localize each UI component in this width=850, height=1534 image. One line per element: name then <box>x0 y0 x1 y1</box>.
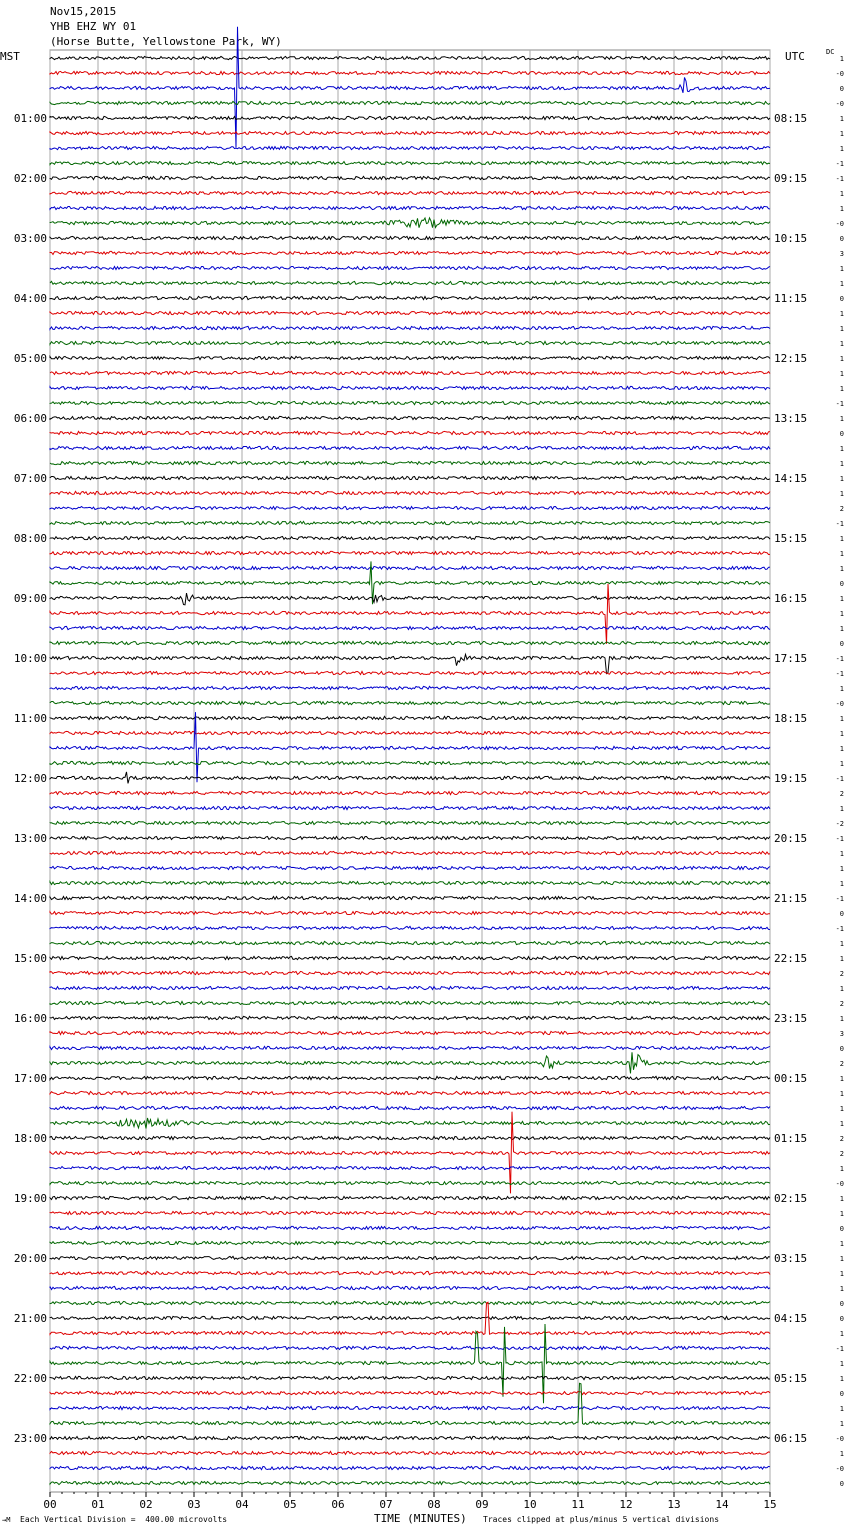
dc-offset-value: 2 <box>839 1060 844 1068</box>
trace-line <box>50 1196 770 1199</box>
dc-offset-value: 1 <box>839 205 844 213</box>
dc-offset-value: -0 <box>835 70 844 78</box>
dc-offset-value: 2 <box>839 505 844 513</box>
right-timezone-label: UTC <box>785 50 805 63</box>
right-hour-label: 17:15 <box>774 652 808 665</box>
dc-offset-value: 1 <box>839 880 844 888</box>
dc-offset-value: 1 <box>839 1015 844 1023</box>
trace-line <box>50 1106 770 1109</box>
right-hour-label: 13:15 <box>774 412 808 425</box>
left-hour-label: 14:00 <box>13 892 47 905</box>
trace-line <box>50 851 770 854</box>
trace-line <box>50 671 770 674</box>
trace-line <box>50 1031 770 1034</box>
right-hour-label: 20:15 <box>774 832 808 845</box>
dc-offset-value: 2 <box>839 1000 844 1008</box>
x-axis-title: TIME (MINUTES) <box>374 1512 467 1525</box>
left-hour-label: 20:00 <box>13 1252 47 1265</box>
dc-offset-value: 0 <box>839 640 844 648</box>
dc-offset-value: 3 <box>839 1030 844 1038</box>
left-hour-label: 10:00 <box>13 652 47 665</box>
trace-line <box>50 566 770 569</box>
logo-icon: →M <box>2 1516 11 1524</box>
dc-offset-value: 1 <box>839 715 844 723</box>
dc-offset-header: DC <box>826 48 835 56</box>
dc-offset-value: 1 <box>839 280 844 288</box>
left-hour-label: 01:00 <box>13 112 47 125</box>
left-hour-label: 21:00 <box>13 1312 47 1325</box>
trace-line <box>50 416 770 419</box>
dc-offset-value: 1 <box>839 1360 844 1368</box>
trace-line <box>50 761 770 764</box>
trace-line <box>50 1391 770 1394</box>
trace-line <box>50 401 770 404</box>
trace-line <box>50 1166 770 1169</box>
trace-line <box>50 1346 770 1349</box>
left-hour-label: 11:00 <box>13 712 47 725</box>
dc-offset-value: 1 <box>839 460 844 468</box>
dc-offset-value: 1 <box>839 55 844 63</box>
trace-line <box>50 266 770 269</box>
right-hour-label: 02:15 <box>774 1192 808 1205</box>
dc-offset-value: 0 <box>839 430 844 438</box>
trace-line <box>50 881 770 884</box>
left-hour-label: 02:00 <box>13 172 47 185</box>
right-hour-label: 19:15 <box>774 772 808 785</box>
left-timezone-label: MST <box>0 50 20 63</box>
left-hour-label: 09:00 <box>13 592 47 605</box>
dc-offset-value: -1 <box>835 160 844 168</box>
trace-line <box>50 926 770 929</box>
dc-offset-value: 1 <box>839 310 844 318</box>
trace-line <box>50 176 770 179</box>
trace-line <box>50 236 770 239</box>
left-hour-label: 17:00 <box>13 1072 47 1085</box>
dc-offset-value: 1 <box>839 985 844 993</box>
dc-offset-value: 1 <box>839 730 844 738</box>
dc-offset-value: 2 <box>839 970 844 978</box>
dc-offset-value: -0 <box>835 1435 844 1443</box>
dc-offset-value: 1 <box>839 1195 844 1203</box>
dc-offset-value: 0 <box>839 910 844 918</box>
trace-line <box>50 1286 770 1289</box>
x-tick-label: 11 <box>571 1498 585 1511</box>
right-hour-label: 15:15 <box>774 532 808 545</box>
trace-line <box>50 1256 770 1259</box>
dc-offset-value: 0 <box>839 235 844 243</box>
trace-line <box>50 1451 770 1454</box>
trace-line <box>50 1211 770 1214</box>
trace-line <box>50 1466 770 1469</box>
seismic-traces <box>50 27 770 1485</box>
left-hour-label: 13:00 <box>13 832 47 845</box>
right-hour-label: 06:15 <box>774 1432 808 1445</box>
trace-line <box>50 71 770 74</box>
x-tick-label: 01 <box>91 1498 105 1511</box>
vertical-division-note: Each Vertical Division = 400.00 microvolts <box>20 1515 228 1524</box>
trace-line <box>50 446 770 449</box>
dc-offset-value: 1 <box>839 535 844 543</box>
trace-line <box>50 1383 770 1424</box>
left-hour-label: 03:00 <box>13 232 47 245</box>
dc-offset-value: 1 <box>839 115 844 123</box>
x-tick-label: 06 <box>331 1498 345 1511</box>
left-hour-label: 07:00 <box>13 472 47 485</box>
right-hour-label: 22:15 <box>774 952 808 965</box>
trace-line <box>50 1271 770 1274</box>
x-tick-label: 10 <box>523 1498 537 1511</box>
dc-offset-value: 0 <box>839 1480 844 1488</box>
dc-offset-value: 0 <box>839 1390 844 1398</box>
trace-line <box>50 1076 770 1079</box>
dc-offset-value: 1 <box>839 370 844 378</box>
dc-offset-value: 1 <box>839 610 844 618</box>
x-tick-label: 09 <box>475 1498 489 1511</box>
dc-offset-value: 0 <box>839 295 844 303</box>
trace-line <box>50 654 770 673</box>
dc-offset-value: 1 <box>839 475 844 483</box>
trace-line <box>50 1118 770 1129</box>
dc-offset-value: -1 <box>835 400 844 408</box>
trace-line <box>50 281 770 284</box>
dc-offset-value: 1 <box>839 1405 844 1413</box>
right-hour-label: 11:15 <box>774 292 808 305</box>
trace-line <box>50 296 770 299</box>
trace-line <box>50 1226 770 1229</box>
trace-line <box>50 1016 770 1019</box>
dc-offset-value: 1 <box>839 340 844 348</box>
trace-line <box>50 476 770 479</box>
right-hour-label: 05:15 <box>774 1372 808 1385</box>
left-hour-label: 23:00 <box>13 1432 47 1445</box>
dc-offset-value: 2 <box>839 1135 844 1143</box>
right-hour-label: 04:15 <box>774 1312 808 1325</box>
dc-offset-value: -1 <box>835 775 844 783</box>
trace-line <box>50 866 770 869</box>
trace-line <box>50 686 770 689</box>
trace-line <box>50 821 770 824</box>
dc-offset-value: 1 <box>839 415 844 423</box>
trace-line <box>50 218 770 228</box>
left-hour-label: 19:00 <box>13 1192 47 1205</box>
trace-line <box>50 1136 770 1139</box>
trace-line <box>50 506 770 509</box>
trace-line <box>50 1001 770 1004</box>
trace-line <box>50 896 770 899</box>
trace-line <box>50 1376 770 1379</box>
dc-offset-value: 0 <box>839 85 844 93</box>
dc-offset-value: 0 <box>839 1315 844 1323</box>
x-tick-label: 07 <box>379 1498 393 1511</box>
dc-offset-value: 1 <box>839 1090 844 1098</box>
dc-offset-value: 1 <box>839 1075 844 1083</box>
trace-line <box>50 1406 770 1409</box>
left-hour-label: 12:00 <box>13 772 47 785</box>
x-tick-label: 12 <box>619 1498 633 1511</box>
trace-line <box>50 584 770 644</box>
dc-offset-value: -0 <box>835 220 844 228</box>
dc-offset-value: 1 <box>839 625 844 633</box>
dc-offset-value: 0 <box>839 1225 844 1233</box>
left-hour-label: 04:00 <box>13 292 47 305</box>
dc-offset-value: 1 <box>839 760 844 768</box>
trace-line <box>50 1052 770 1073</box>
dc-offset-value: 1 <box>839 955 844 963</box>
dc-offset-value: 1 <box>839 805 844 813</box>
right-hour-label: 23:15 <box>774 1012 808 1025</box>
trace-line <box>50 206 770 209</box>
dc-offset-value: 1 <box>839 595 844 603</box>
dc-offset-value: -0 <box>835 100 844 108</box>
dc-offset-value: 1 <box>839 1165 844 1173</box>
right-hour-label: 10:15 <box>774 232 808 245</box>
dc-offset-value: 1 <box>839 145 844 153</box>
trace-line <box>50 341 770 344</box>
trace-line <box>50 251 770 254</box>
dc-offset-value: 1 <box>839 550 844 558</box>
trace-line <box>50 551 770 554</box>
dc-offset-value: 1 <box>839 1255 844 1263</box>
trace-line <box>50 593 770 605</box>
trace-line <box>50 356 770 359</box>
station-location: (Horse Butte, Yellowstone Park, WY) <box>50 35 282 48</box>
dc-offset-value: 1 <box>839 445 844 453</box>
right-hour-label: 12:15 <box>774 352 808 365</box>
right-hour-label: 03:15 <box>774 1252 808 1265</box>
left-hour-label: 16:00 <box>13 1012 47 1025</box>
trace-line <box>50 131 770 134</box>
dc-offset-value: 1 <box>839 325 844 333</box>
dc-offset-value: 1 <box>839 1120 844 1128</box>
dc-offset-value: 1 <box>839 490 844 498</box>
dc-offset-value: -2 <box>835 820 844 828</box>
x-tick-label: 02 <box>139 1498 153 1511</box>
trace-line <box>50 56 770 59</box>
dc-offset-value: 1 <box>839 850 844 858</box>
dc-offset-value: 2 <box>839 1150 844 1158</box>
axis-labels <box>14 55 844 1511</box>
trace-line <box>50 956 770 959</box>
trace-line <box>50 431 770 434</box>
right-hour-label: 00:15 <box>774 1072 808 1085</box>
dc-offset-value: 1 <box>839 940 844 948</box>
dc-offset-value: 0 <box>839 1045 844 1053</box>
left-hour-label: 22:00 <box>13 1372 47 1385</box>
dc-offset-value: -1 <box>835 175 844 183</box>
trace-line <box>50 1181 770 1184</box>
x-tick-label: 13 <box>667 1498 681 1511</box>
dc-offset-value: -1 <box>835 835 844 843</box>
trace-line <box>50 116 770 119</box>
right-hour-label: 18:15 <box>774 712 808 725</box>
dc-offset-value: -1 <box>835 1345 844 1353</box>
dc-offset-value: 1 <box>839 685 844 693</box>
dc-offset-value: 1 <box>839 1210 844 1218</box>
clip-note: Traces clipped at plus/minus 5 vertical divisions <box>483 1515 720 1524</box>
right-hour-label: 01:15 <box>774 1132 808 1145</box>
left-hour-label: 08:00 <box>13 532 47 545</box>
trace-line <box>50 701 770 704</box>
right-hour-label: 14:15 <box>774 472 808 485</box>
dc-offset-value: 1 <box>839 1105 844 1113</box>
dc-offset-value: 1 <box>839 1450 844 1458</box>
trace-line <box>50 191 770 194</box>
dc-offset-value: 1 <box>839 355 844 363</box>
dc-offset-value: -1 <box>835 655 844 663</box>
right-hour-label: 21:15 <box>774 892 808 905</box>
trace-line <box>50 161 770 164</box>
dc-offset-value: 1 <box>839 1285 844 1293</box>
trace-line <box>50 641 770 644</box>
trace-line <box>50 1436 770 1439</box>
trace-line <box>50 1301 770 1304</box>
trace-line <box>50 1481 770 1484</box>
dc-offset-value: 1 <box>839 1240 844 1248</box>
left-hour-label: 05:00 <box>13 352 47 365</box>
trace-line <box>50 911 770 914</box>
trace-line <box>50 1046 770 1049</box>
dc-offset-value: -0 <box>835 700 844 708</box>
trace-line <box>50 536 770 539</box>
x-tick-label: 04 <box>235 1498 249 1511</box>
trace-line <box>50 971 770 974</box>
left-hour-label: 06:00 <box>13 412 47 425</box>
trace-line <box>50 371 770 374</box>
dc-offset-value: 1 <box>839 865 844 873</box>
trace-line <box>50 386 770 389</box>
trace-line <box>50 731 770 734</box>
dc-offset-value: 1 <box>839 745 844 753</box>
dc-offset-value: 1 <box>839 190 844 198</box>
trace-line <box>50 712 770 782</box>
trace-line <box>50 1316 770 1319</box>
dc-offset-value: 1 <box>839 1375 844 1383</box>
trace-line <box>50 941 770 944</box>
dc-offset-value: 1 <box>839 130 844 138</box>
dc-offset-value: 1 <box>839 565 844 573</box>
dc-offset-value: 0 <box>839 1300 844 1308</box>
dc-offset-value: -0 <box>835 1180 844 1188</box>
trace-line <box>50 27 770 148</box>
dc-offset-value: 1 <box>839 265 844 273</box>
left-hour-label: 18:00 <box>13 1132 47 1145</box>
trace-line <box>50 1241 770 1244</box>
dc-offset-value: 0 <box>839 580 844 588</box>
dc-offset-value: 2 <box>839 790 844 798</box>
dc-offset-value: 1 <box>839 385 844 393</box>
dc-offset-value: 1 <box>839 1270 844 1278</box>
trace-line <box>50 146 770 149</box>
dc-offset-value: 1 <box>839 1420 844 1428</box>
trace-line <box>50 101 770 104</box>
left-hour-label: 15:00 <box>13 952 47 965</box>
trace-line <box>50 772 770 784</box>
right-hour-label: 08:15 <box>774 112 808 125</box>
trace-line <box>50 311 770 314</box>
trace-line <box>50 791 770 794</box>
trace-line <box>50 326 770 329</box>
x-tick-label: 14 <box>715 1498 729 1511</box>
dc-offset-value: -1 <box>835 925 844 933</box>
trace-line <box>50 521 770 524</box>
dc-offset-value: 1 <box>839 1330 844 1338</box>
x-tick-label: 15 <box>763 1498 777 1511</box>
trace-line <box>50 806 770 809</box>
dc-offset-value: -1 <box>835 670 844 678</box>
trace-line <box>50 836 770 839</box>
trace-line <box>50 626 770 629</box>
x-tick-label: 05 <box>283 1498 297 1511</box>
trace-line <box>50 986 770 989</box>
x-tick-label: 03 <box>187 1498 201 1511</box>
trace-line <box>50 461 770 464</box>
trace-line <box>50 1091 770 1094</box>
dc-offset-value: -1 <box>835 520 844 528</box>
x-tick-label: 08 <box>427 1498 441 1511</box>
right-hour-label: 16:15 <box>774 592 808 605</box>
trace-line <box>50 491 770 494</box>
right-hour-label: 09:15 <box>774 172 808 185</box>
dc-offset-value: -1 <box>835 895 844 903</box>
x-tick-label: 00 <box>43 1498 57 1511</box>
station-code: YHB EHZ WY 01 <box>50 20 137 33</box>
dc-offset-value: -0 <box>835 1465 844 1473</box>
dc-offset-value: 3 <box>839 250 844 258</box>
plot-date: Nov15,2015 <box>50 5 117 18</box>
trace-line <box>50 716 770 719</box>
